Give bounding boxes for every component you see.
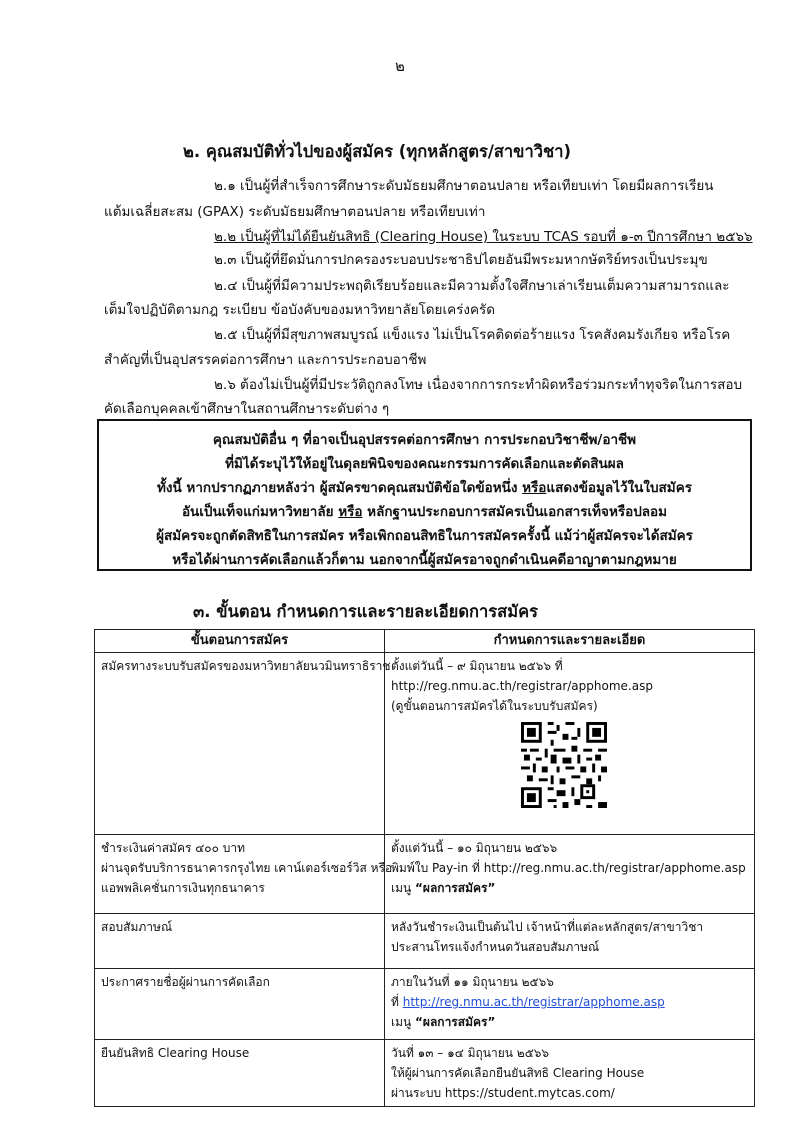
schedule-table — [94, 629, 755, 1107]
section-3-heading: ๓. ขั้นตอน กำหนดการและรายละเอียดการสมัคร — [193, 602, 539, 621]
step-cell — [95, 835, 393, 914]
detail-text — [391, 878, 748, 898]
section-2-line: ๒.๑ เป็นผู้ที่สำเร็จการศึกษาระดับมัธยมศึกษาตอนปลาย หรือเทียบเท่า โดยมีผลการเรียน — [214, 178, 714, 194]
notice-text: อันเป็นเท็จแก่มหาวิทยาลัย — [181, 504, 339, 520]
notice-box — [97, 419, 752, 571]
section-2-line: แต้มเฉลี่ยสะสม (GPAX) ระดับมัธยมศึกษาตอนปลาย หรือเทียบเท่า — [104, 204, 486, 220]
table-row — [95, 835, 755, 914]
detail-cell — [385, 653, 755, 835]
qr-code-icon — [521, 722, 607, 808]
detail-text: ผ่านระบบ https://student.mytcas.com/ — [391, 1086, 615, 1100]
detail-text: วันที่ ๑๓ – ๑๔ มิถุนายน ๒๕๖๖ — [391, 1046, 550, 1060]
notice-line: ที่มิได้ระบุไว้ให้อยู่ในดุลยพินิจของคณะกรรมการคัดเลือกและตัดสินผล — [225, 456, 624, 472]
column-header-step: ขั้นตอนการสมัคร — [95, 630, 385, 653]
menu-prefix: เมนู — [391, 881, 416, 895]
section-2-line: ๒.๖ ต้องไม่เป็นผู้ที่มีประวัติถูกลงโทษ เนื่องจากการกระทำผิดหรือร่วมกระทำทุจริตในการสอบ — [214, 377, 743, 393]
notice-underlined-text: หรือ — [338, 504, 363, 520]
section-2-line: ๒.๔ เป็นผู้ที่มีความประพฤติเรียบร้อยและมีความตั้งใจศึกษาเล่าเรียนเต็มความสามารถและ — [214, 278, 730, 294]
detail-cell — [385, 835, 755, 914]
step-text: สอบสัมภาษณ์ — [101, 920, 173, 934]
notice-text: ทั้งนี้ หากปรากฏภายหลังว่า ผู้สมัครขาดคุณสมบัติข้อใดข้อหนึ่ง — [157, 480, 523, 496]
notice-underlined-text: หรือ — [522, 480, 547, 496]
section-2-line: ๒.๓ เป็นผู้ที่ยึดมั่นการปกครองระบอบประชาธิปไตยอันมีพระมหากษัตริย์ทรงเป็นประมุข — [214, 252, 708, 268]
detail-url: http://reg.nmu.ac.th/registrar/apphome.asp — [391, 679, 653, 693]
table-row — [95, 653, 755, 835]
column-header-detail: กำหนดการและรายละเอียด — [385, 630, 755, 653]
section-2-line: ๒.๒ เป็นผู้ที่ไม่ได้ยืนยันสิทธิ (Clearing House) ในระบบ TCAS รอบที่ ๑-๓ ปีการศึกษา ๒๕๖๖ — [214, 229, 753, 245]
notice-text: แสดงข้อมูลไว้ในใบสมัคร — [546, 480, 692, 496]
section-2-heading: ๒. คุณสมบัติทั่วไปของผู้สมัคร (ทุกหลักสูตร/สาขาวิชา) — [183, 142, 571, 161]
step-cell — [95, 653, 391, 835]
detail-text: ให้ผู้ผ่านการคัดเลือกยืนยันสิทธิ Clearing House — [391, 1066, 645, 1080]
table-row — [95, 1040, 755, 1107]
detail-text — [391, 992, 748, 1012]
detail-text: ประสานโทรแจ้งกำหนดวันสอบสัมภาษณ์ — [391, 940, 600, 954]
table-row — [95, 969, 755, 1040]
menu-prefix: เมนู — [391, 1015, 416, 1029]
notice-line: คุณสมบัติอื่น ๆ ที่อาจเป็นอุปสรรคต่อการศึกษา การประกอบวิชาชีพ/อาชีพ — [212, 432, 637, 448]
section-2-line: คัดเลือกบุคคลเข้าศึกษาในสถานศึกษาระดับต่าง ๆ — [104, 401, 390, 417]
step-text: ยืนยันสิทธิ Clearing House — [101, 1046, 250, 1060]
step-text: สมัครทางระบบรับสมัครของมหาวิทยาลัยนวมินทราธิราช — [101, 659, 391, 673]
detail-text: ตั้งแต่วันนี้ – ๙ มิถุนายน ๒๕๖๖ ที่ — [391, 659, 563, 673]
section-2-line: เต็มใจปฏิบัติตามกฎ ระเบียบ ข้อบังคับของมหาวิทยาลัยโดยเคร่งครัด — [104, 302, 496, 318]
step-text: ชำระเงินค่าสมัคร ๔๐๐ บาท — [101, 841, 246, 855]
table-header-row — [95, 630, 755, 653]
detail-text — [391, 1012, 748, 1032]
table-row — [95, 914, 755, 969]
registrar-link[interactable]: http://reg.nmu.ac.th/registrar/apphome.asp — [402, 995, 665, 1009]
detail-text: หลังวันชำระเงินเป็นต้นไป เจ้าหน้าที่แต่ละหลักสูตร/สาขาวิชา — [391, 920, 704, 934]
step-text: ผ่านจุดรับบริการธนาคารกรุงไทย เคาน์เตอร์เซอร์วิส หรือ — [101, 861, 393, 875]
step-text: ประกาศรายชื่อผู้ผ่านการคัดเลือก — [101, 975, 270, 989]
detail-text: (ดูขั้นตอนการสมัครได้ในระบบรับสมัคร) — [391, 699, 598, 713]
step-cell — [95, 914, 385, 969]
step-text: แอพพลิเคชั่นการเงินทุกธนาคาร — [101, 881, 265, 895]
detail-cell — [385, 969, 755, 1040]
url-prefix: ที่ — [391, 995, 403, 1009]
page-number: ๒ — [395, 57, 405, 75]
section-2-line: ๒.๕ เป็นผู้ที่มีสุขภาพสมบูรณ์ แข็งแรง ไม่เป็นโรคติดต่อร้ายแรง โรคสังคมรังเกียจ หรือโรค — [214, 327, 731, 343]
step-cell — [95, 969, 385, 1040]
section-2-line: สำคัญที่เป็นอุปสรรคต่อการศึกษา และการประกอบอาชีพ — [104, 352, 427, 368]
notice-line: ผู้สมัครจะถูกตัดสิทธิในการสมัคร หรือเพิกถอนสิทธิในการสมัครครั้งนี้ แม้ว่าผู้สมัครจะได้สมัคร — [156, 528, 693, 544]
detail-text: ภายในวันที่ ๑๑ มิถุนายน ๒๕๖๖ — [391, 975, 554, 989]
menu-name: “ผลการสมัคร” — [415, 1015, 496, 1029]
notice-line — [99, 500, 750, 522]
detail-text: ตั้งแต่วันนี้ – ๑๐ มิถุนายน ๒๕๖๖ — [391, 841, 558, 855]
step-cell — [95, 1040, 385, 1107]
detail-cell — [385, 1040, 755, 1107]
detail-cell — [385, 914, 755, 969]
detail-text: พิมพ์ใบ Pay-in ที่ http://reg.nmu.ac.th/registrar/apphome.asp — [391, 861, 746, 875]
notice-line: หรือได้ผ่านการคัดเลือกแล้วก็ตาม นอกจากนี้ผู้สมัครอาจถูกดำเนินคดีอาญาตามกฎหมาย — [172, 552, 677, 568]
notice-text: หลักฐานประกอบการสมัครเป็นเอกสารเท็จหรือปลอม — [362, 504, 668, 520]
notice-line — [99, 476, 750, 498]
menu-name: “ผลการสมัคร” — [415, 881, 496, 895]
